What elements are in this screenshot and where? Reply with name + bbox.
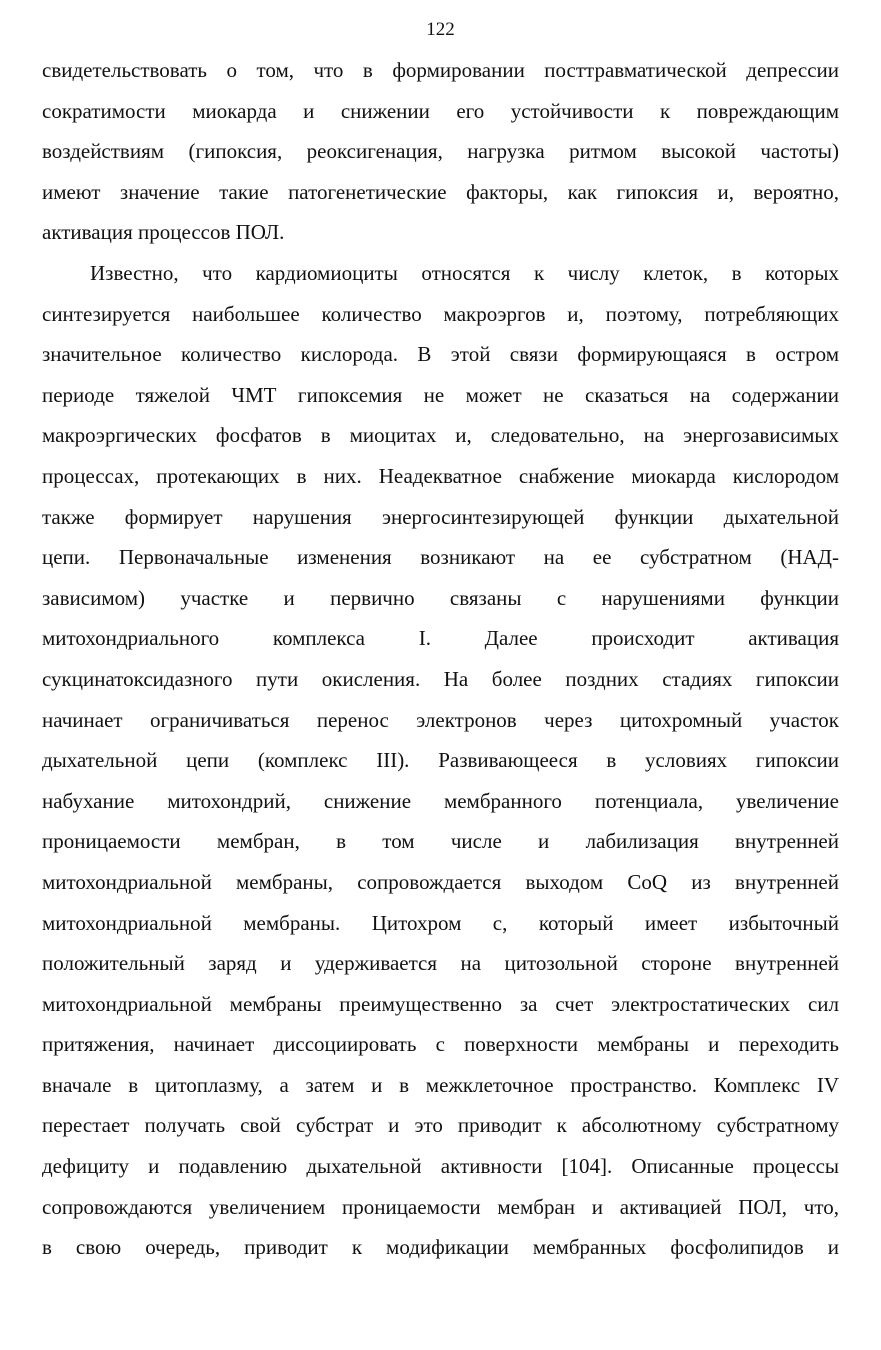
text-line: набухание митохондрий, снижение мембранного потенциала, увеличение — [42, 788, 839, 813]
text-line: начинает ограничиваться перенос электронов через цитохромный участок — [42, 707, 839, 732]
text-line: митохондриальной мембраны преимущественно за счет электростатических сил — [42, 991, 839, 1016]
text-line: синтезируется наибольшее количество макроэргов и, поэтому, потребляющих — [42, 301, 839, 326]
text-line: митохондриального комплекса I. Далее происходит активация — [42, 626, 839, 651]
text-line: перестает получать свой субстрат и это приводит к абсолютному субстратному — [42, 1113, 839, 1138]
text-line: зависимом) участке и первично связаны с нарушениями функции — [42, 585, 839, 610]
text-line: митохондриальной мембраны. Цитохром c, который имеет избыточный — [42, 910, 839, 935]
text-line: макроэргических фосфатов в миоцитах и, следовательно, на энергозависимых — [42, 423, 839, 448]
text-line: активация процессов ПОЛ. — [42, 220, 285, 245]
text-line: положительный заряд и удерживается на цитозольной стороне внутренней — [42, 951, 839, 976]
text-line: воздействиям (гипоксия, реоксигенация, нагрузка ритмом высокой частоты) — [42, 139, 839, 164]
page-number: 122 — [426, 19, 455, 40]
text-line: сократимости миокарда и снижении его устойчивости к повреждающим — [42, 98, 839, 123]
text-line: притяжения, начинает диссоциировать с поверхности мембраны и переходить — [42, 1032, 839, 1057]
paragraph-2 — [42, 253, 839, 1268]
text-line: в свою очередь, приводит к модификации мембранных фосфолипидов и — [42, 1235, 839, 1260]
text-line: митохондриальной мембраны, сопровождается выходом CoQ из внутренней — [42, 869, 839, 894]
text-line: также формирует нарушения энергосинтезирующей функции дыхательной — [42, 504, 839, 529]
text-line: сопровождаются увеличением проницаемости мембран и активацией ПОЛ, что, — [42, 1194, 839, 1219]
text-line: имеют значение такие патогенетические факторы, как гипоксия и, вероятно, — [42, 179, 839, 204]
text-line: дефициту и подавлению дыхательной активности [104]. Описанные процессы — [42, 1154, 839, 1179]
text-line: свидетельствовать о том, что в формировании посттравматической депрессии — [42, 58, 839, 82]
paragraph-1 — [42, 50, 839, 253]
text-line: цепи. Первоначальные изменения возникают на ее субстратном (НАД- — [42, 545, 839, 570]
text-line: дыхательной цепи (комплекс III). Развивающееся в условиях гипоксии — [42, 748, 839, 773]
text-line: проницаемости мембран, в том числе и лабилизация внутренней — [42, 829, 839, 854]
text-line: периоде тяжелой ЧМТ гипоксемия не может не сказаться на содержании — [42, 382, 839, 407]
text-line: значительное количество кислорода. В этой связи формирующаяся в остром — [42, 342, 839, 367]
text-line: процессах, протекающих в них. Неадекватное снабжение миокарда кислородом — [42, 463, 839, 488]
text-line: Известно, что кардиомиоциты относятся к числу клеток, в которых — [90, 261, 839, 285]
text-line: сукцинатоксидазного пути окисления. На более поздних стадиях гипоксии — [42, 666, 839, 691]
text-line: вначале в цитоплазму, а затем и в межклеточное пространство. Комплекс IV — [42, 1072, 839, 1097]
